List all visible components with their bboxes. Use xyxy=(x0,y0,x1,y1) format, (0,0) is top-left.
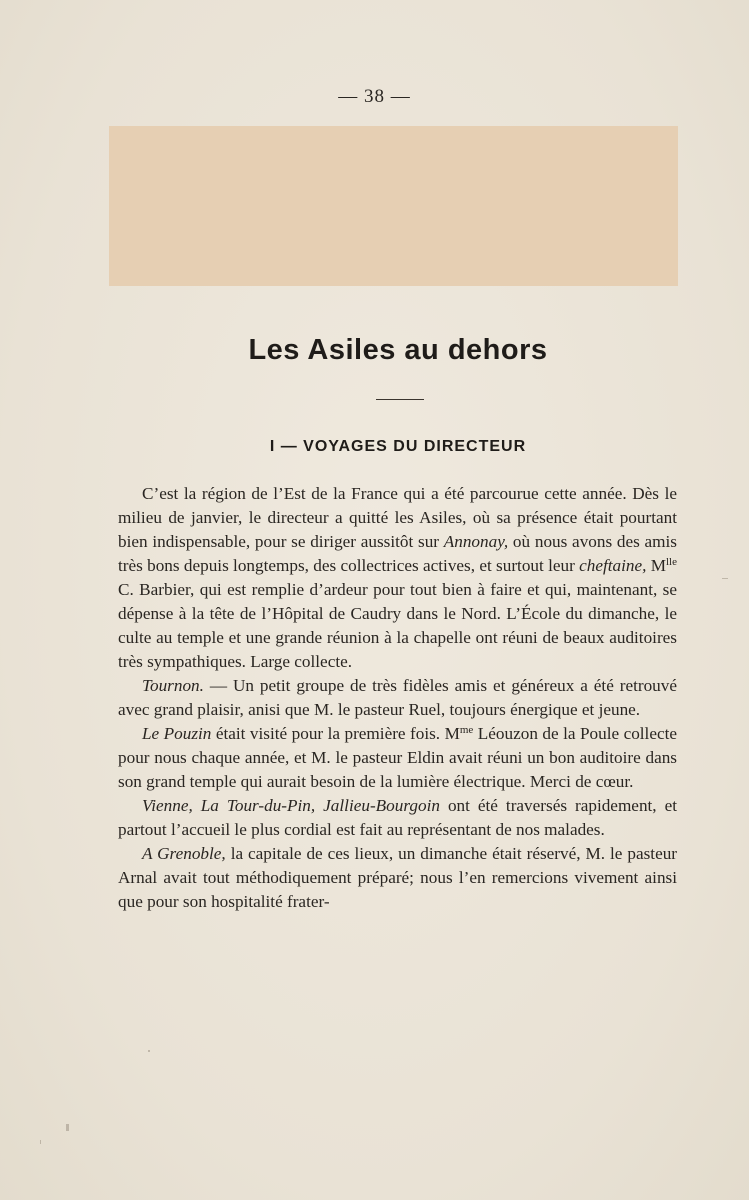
text-run: était visité pour la première fois. M xyxy=(211,724,460,743)
text-run: Léouzon de la Poule collecte pour nous chaque année, et M. le pasteur Eldin avait réuni un bon auditoire dans son grand temple qui aurait besoin de la lumière électrique. Merci de cœur. xyxy=(118,724,677,791)
paragraph xyxy=(118,674,677,722)
paper-speck xyxy=(66,1124,69,1131)
paper-speck xyxy=(722,578,728,579)
paper-speck xyxy=(40,1140,41,1144)
italic-text: Le Pouzin xyxy=(142,724,212,743)
page-number: — 38 — xyxy=(338,86,411,107)
paper-speck xyxy=(148,1050,150,1052)
text-run: — Un petit groupe de très fidèles amis et généreux a été retrouvé avec grand plaisir, anisi que M. le pasteur Ruel, toujours énergique et jeune. xyxy=(118,676,677,719)
text-run: la capitale de ces lieux, un dimanche était réservé, M. le pasteur Arnal avait tout méthodiquement préparé; nous l’en remercions vivement ainsi que pour son hospitalité frater- xyxy=(118,844,678,911)
text-run: C’est la région de l’Est de la France qui a été parcourue cette année. Dès le milieu de janvier, le directeur a quitté les Asiles, où sa présence était pourtant bien indispensable, pour se diriger aussitôt sur xyxy=(118,484,677,551)
paragraph xyxy=(118,722,677,794)
superscript-text: lle xyxy=(666,556,677,568)
italic-text: Vienne, La Tour-du-Pin, Jallieu-Bourgoin xyxy=(142,796,440,815)
paragraph xyxy=(118,842,677,914)
redacted-image-block xyxy=(109,126,678,286)
paragraph xyxy=(118,794,677,842)
text-run: C. Barbier, qui est remplie d’ardeur pour tout bien à faire et qui, maintenant, se dépense à la tête de l’Hôpital de Caudry dans le Nord. L’École du dimanche, le culte au temple et une grande réunion à la chapelle ont réuni de beaux auditoires très sympathiques. Large collecte. xyxy=(118,580,677,671)
italic-text: cheftaine, xyxy=(579,556,647,575)
title-divider xyxy=(376,399,424,400)
section-heading: I — VOYAGES DU DIRECTEUR xyxy=(269,438,527,455)
paragraph xyxy=(118,482,677,674)
chapter-title: Les Asiles au dehors xyxy=(248,334,548,366)
superscript-text: me xyxy=(459,724,474,736)
italic-text: Annonay, xyxy=(443,532,509,551)
text-run: M xyxy=(646,556,666,575)
text-run: où nous avons des amis très bons depuis longtemps, des collectrices actives, et surtout leur xyxy=(118,532,677,575)
italic-text: A Grenoble, xyxy=(142,844,226,863)
italic-text: Tournon. xyxy=(142,676,204,695)
body-text xyxy=(118,482,677,914)
text-run: ont été traversés rapidement, et partout l’accueil le plus cordial est fait au représentant de nos malades. xyxy=(118,796,677,839)
